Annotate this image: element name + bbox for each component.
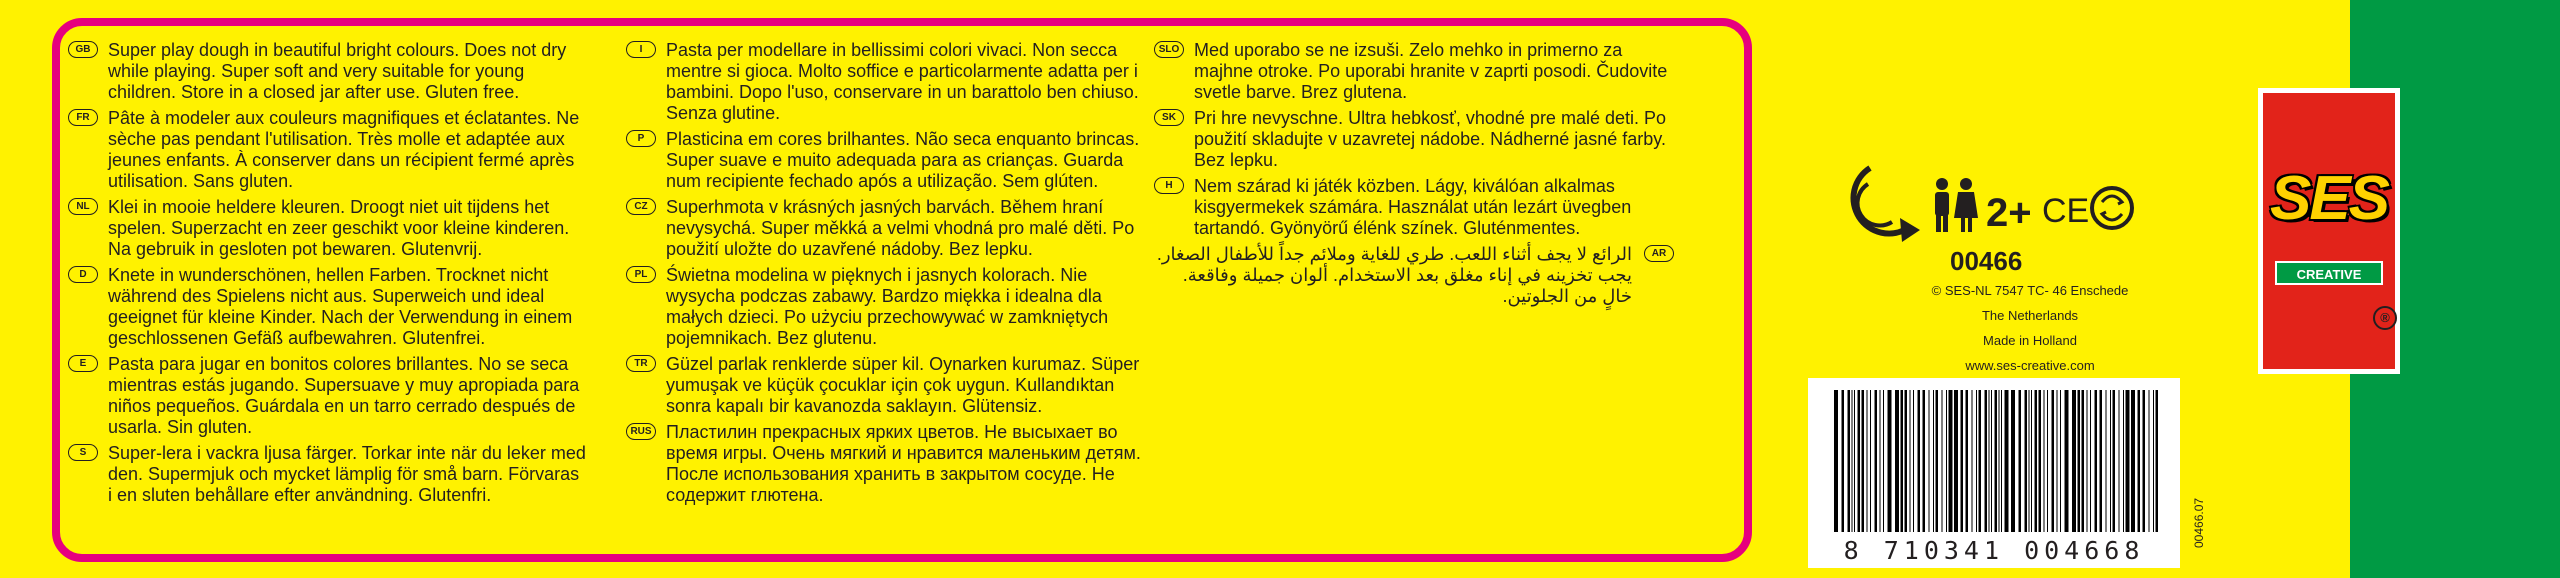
barcode-bar xyxy=(1972,390,1973,532)
barcode-bar xyxy=(1880,390,1881,532)
barcode-bar xyxy=(1995,390,1998,532)
ce-mark: CE xyxy=(2042,192,2090,230)
lang-entry-h xyxy=(1154,176,1674,239)
barcode-bar xyxy=(1979,390,1982,532)
barcode-bar xyxy=(2078,390,2081,532)
lang-text: Pasta para jugar en bonitos colores brillantes. No se seca mientras estás jugando. Supersuave y muy apropiada para niños pequeños. Guárdala en un tarro cerrado después de usarla. Sin gluten. xyxy=(108,354,580,437)
vertical-product-code: 00466.07 xyxy=(2192,497,2206,548)
children-icon xyxy=(1935,178,1978,232)
lang-text: Med uporabo se ne izsuši. Zelo mehko in primerno za majhne otroke. Po uporabi hranite v zaprti posodi. Čudovite svetle barve. Brez glutena. xyxy=(1194,40,1668,102)
barcode-bar xyxy=(2029,390,2030,532)
lang-code-badge: NL xyxy=(68,198,98,215)
barcode-bar xyxy=(2065,390,2069,532)
registered-mark: ® xyxy=(2373,306,2397,330)
lang-entry-ar xyxy=(1154,244,1674,307)
barcode xyxy=(1808,378,2180,568)
lang-entry-pl xyxy=(626,265,1146,349)
barcode-bar xyxy=(1842,390,1845,532)
barcode-bar xyxy=(1895,390,1899,532)
barcode-bar xyxy=(2156,390,2159,532)
barcode-bar xyxy=(1989,390,1990,532)
barcode-bar xyxy=(1999,390,2000,532)
barcode-bar xyxy=(1913,390,1914,532)
address-block xyxy=(1880,278,2180,378)
lang-entry-rus xyxy=(626,422,1146,506)
barcode-bar xyxy=(2060,390,2061,532)
barcode-bar xyxy=(2123,390,2124,532)
lang-text: Pasta per modellare in bellissimi colori vivaci. Non secca mentre si gioca. Molto soffice e particolarmente adatta per i bambini. Dopo l'uso, conservare in un barattolo ben chiuso. Senza glutine. xyxy=(666,40,1139,123)
lang-code-badge: CZ xyxy=(626,198,656,215)
lang-entry-d xyxy=(68,265,588,349)
barcode-bar xyxy=(2019,390,2022,532)
barcode-bar xyxy=(2149,390,2150,532)
barcode-bar xyxy=(2005,390,2009,532)
lang-text: Superhmota v krásných jasných barvách. Během hraní nevysychá. Super měkká a velmi vhodná pro malé děti. Po použití uložte do uzavřené nádoby. Bez lepku. xyxy=(666,197,1135,259)
barcode-bar xyxy=(1933,390,1934,532)
barcode-bar xyxy=(1929,390,1930,532)
lang-text: Knete in wunderschönen, hellen Farben. Trocknet nicht während des Spielens nicht aus. Superweich und ideal geeignet für kleine Kinder. Nach der Verwendung in einem geschlossenen Gefäß aufbewahren. Glutenfrei. xyxy=(108,265,573,348)
barcode-bar xyxy=(2143,390,2146,532)
lang-code-badge: E xyxy=(68,355,98,372)
barcode-bar xyxy=(2072,390,2076,532)
lang-code-badge: AR xyxy=(1644,245,1674,262)
barcode-bar xyxy=(2095,390,2098,532)
barcode-bar xyxy=(1867,390,1868,532)
barcode-bar xyxy=(2113,390,2116,532)
logo-wordmark: SES xyxy=(2269,164,2389,233)
barcode-bar xyxy=(1910,390,1911,532)
barcode-number: 8 710341 004668 xyxy=(1843,536,2145,565)
lang-text: Świetna modelina w pięknych i jasnych kolorach. Nie wysycha podczas zabawy. Bardzo miękka i idealna dla małych dzieci. Po użyciu przechowywać w zamkniętych pojemnikach. Bez glutenu. xyxy=(666,265,1109,348)
language-column-3 xyxy=(1154,40,1674,312)
barcode-bar xyxy=(1883,390,1884,532)
barcode-bar xyxy=(1905,390,1908,532)
barcode-bar xyxy=(1901,390,1904,532)
barcode-bar xyxy=(1946,390,1947,532)
barcode-bar xyxy=(1954,390,1958,532)
brand-logo xyxy=(2258,88,2400,374)
barcode-bar xyxy=(2153,390,2154,532)
barcode-bar xyxy=(2106,390,2107,532)
logo-creative: CREATIVE xyxy=(2275,261,2383,285)
lang-text: Pri hre nevyschne. Ultra hebkosť, vhodné pre malé deti. Po použití skladujte v uzavretej nádobe. Nádherné jasné farby. Bez lepku. xyxy=(1194,108,1666,170)
website-line: www.ses-creative.com xyxy=(1965,358,2095,373)
lang-text: Pâte à modeler aux couleurs magnifiques et éclatantes. Ne sèche pas pendant l'utilisation. Très molle et adaptée aux jeunes enfants. À conserver dans un récipient fermé après utilisation. Sans gluten. xyxy=(108,108,580,191)
barcode-bar xyxy=(1918,390,1921,532)
lang-code-badge: FR xyxy=(68,109,98,126)
lang-text: Klei in mooie heldere kleuren. Droogt niet uit tijdens het spelen. Superzacht en zeer geschikt voor kleine kinderen. Na gebruik in gesloten pot bewaren. Glutenvrij. xyxy=(108,197,570,259)
barcode-bar xyxy=(2039,390,2042,532)
barcode-bar xyxy=(2031,390,2032,532)
barcode-bar xyxy=(1923,390,1926,532)
lang-code-badge: TR xyxy=(626,355,656,372)
lang-text: Plasticina em cores brilhantes. Não seca enquanto brincas. Super suave e muito adequada para as crianças. Guarda num recipiente fechado após a utilização. Sem glúten. xyxy=(666,129,1140,191)
barcode-bar xyxy=(1936,390,1939,532)
barcode-bars xyxy=(1808,378,2180,534)
barcode-bar xyxy=(2001,390,2002,532)
lang-code-badge: I xyxy=(626,41,656,58)
lang-text: الرائع لا يجف أثناء اللعب. طري للغاية وملائم جداً للأطفال الصغار. يجب تخزينه في إناء مغلق بعد الاستخدام. ألوان جميلة وفاقعة. خالٍ من الجلوتين. xyxy=(1156,244,1632,306)
lang-code-badge: H xyxy=(1154,177,1184,194)
barcode-bar xyxy=(1991,390,1992,532)
barcode-bar xyxy=(2011,390,2015,532)
barcode-bar xyxy=(2087,390,2088,532)
barcode-bar xyxy=(2138,390,2141,532)
barcode-bar xyxy=(1858,390,1861,532)
green-dot-icon xyxy=(2092,188,2132,228)
lang-entry-i xyxy=(626,40,1146,124)
lang-entry-cz xyxy=(626,197,1146,260)
lang-text: Nem szárad ki játék közben. Lágy, kiválóan alkalmas kisgyermekek számára. Használat után lezárt üvegben tartandó. Gyönyörű élénk színek. Gluténmentes. xyxy=(1194,176,1632,238)
language-column-1 xyxy=(68,40,588,511)
lang-entry-slo xyxy=(1154,40,1674,103)
barcode-bar xyxy=(1985,390,1988,532)
barcode-bar xyxy=(1966,390,1969,532)
lang-text: Super play dough in beautiful bright colours. Does not dry while playing. Super soft and very suitable for young children. Store in a closed jar after use. Gluten free. xyxy=(108,40,567,102)
lang-text: Пластилин прекрасных ярких цветов. Не высыхает во время игры. Очень мягкий и нравится маленьким детям. После использования хранить в закрытом сосуде. Не содержит глютена. xyxy=(666,422,1141,505)
lang-code-badge: S xyxy=(68,444,98,461)
lang-entry-sk xyxy=(1154,108,1674,171)
lang-code-badge: RUS xyxy=(626,423,656,440)
barcode-bar xyxy=(2047,390,2048,532)
lang-entry-e xyxy=(68,354,588,438)
lang-code-badge: P xyxy=(626,130,656,147)
barcode-bar xyxy=(2057,390,2058,532)
language-column-2 xyxy=(626,40,1146,511)
country-line: The Netherlands xyxy=(1981,308,2079,323)
barcode-bar xyxy=(1834,390,1838,532)
copyright-line: © SES-NL 7547 TC- 46 Enschede xyxy=(1931,283,2129,298)
lang-code-badge: SK xyxy=(1154,109,1184,126)
barcode-bar xyxy=(1870,390,1871,532)
lang-entry-nl xyxy=(68,197,588,260)
barcode-bar xyxy=(1976,390,1977,532)
product-code: 00466 xyxy=(1950,246,2023,276)
lang-text: Super-lera i vackra ljusa färger. Torkar inte när du leker med den. Supermjuk och mycket lämplig för små barn. Förvaras i en sluten behållare efter användning. Glutenfri. xyxy=(108,443,586,505)
made-in-line: Made in Holland xyxy=(1983,333,2077,348)
lang-code-badge: SLO xyxy=(1154,41,1184,58)
lang-code-badge: PL xyxy=(626,266,656,283)
barcode-bar xyxy=(2082,390,2085,532)
barcode-bar xyxy=(2131,390,2135,532)
barcode-bar xyxy=(1949,390,1953,532)
lang-entry-s xyxy=(68,443,588,506)
barcode-bar xyxy=(2100,390,2103,532)
age-label: 2+ xyxy=(1986,191,2032,235)
barcode-bar xyxy=(1961,390,1964,532)
barcode-bar xyxy=(1852,390,1853,532)
lang-code-badge: D xyxy=(68,266,98,283)
barcode-bar xyxy=(2119,390,2120,532)
barcode-bar xyxy=(1942,390,1943,532)
lang-entry-p xyxy=(626,129,1146,192)
barcode-bar xyxy=(2052,390,2055,532)
recycle-arrow-icon xyxy=(1853,168,1920,242)
barcode-bar xyxy=(2035,390,2038,532)
barcode-bar xyxy=(2025,390,2028,532)
barcode-bar xyxy=(2090,390,2091,532)
barcode-bar xyxy=(1875,390,1878,532)
barcode-bar xyxy=(1854,390,1855,532)
lang-entry-gb xyxy=(68,40,588,103)
lang-entry-fr xyxy=(68,108,588,192)
barcode-bar xyxy=(2126,390,2130,532)
lang-code-badge: GB xyxy=(68,41,98,58)
lang-text: Güzel parlak renklerde süper kil. Oynarken kurumaz. Süper yumuşak ve küçük çocuklar için çok uygun. Kullandıktan sonra kapalı bir kavanozda saklayın. Glütensiz. xyxy=(666,354,1140,416)
lang-entry-tr xyxy=(626,354,1146,417)
barcode-bar xyxy=(1862,390,1865,532)
safety-icons xyxy=(1820,158,2140,248)
barcode-bar xyxy=(1848,390,1851,532)
barcode-bar xyxy=(2110,390,2111,532)
barcode-bar xyxy=(1888,390,1892,532)
barcode-bar xyxy=(2044,390,2045,532)
